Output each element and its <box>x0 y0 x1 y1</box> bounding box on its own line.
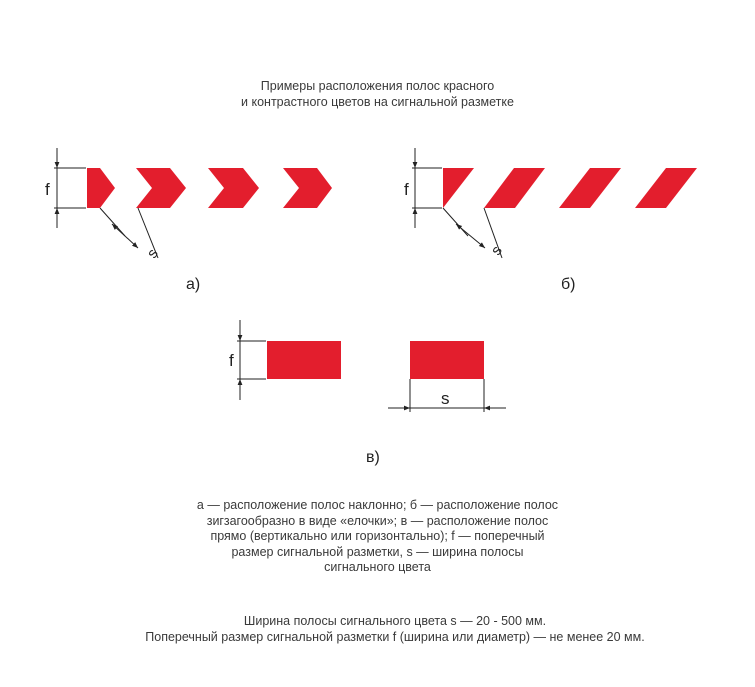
panel-a-s-label: s <box>143 245 162 262</box>
requirements-notes <box>0 613 755 645</box>
caption-line-2: зигзагообразно в виде «елочки»; в — расположение полос <box>206 513 549 528</box>
panel-b-f-label: f <box>404 180 409 199</box>
panel-v-f-label: f <box>229 351 234 370</box>
chevron-3 <box>208 168 259 208</box>
title-line-2: и контрастного цветов на сигнальной разметке <box>241 95 514 109</box>
panel-b-s-label: s <box>487 242 506 259</box>
diagonal-3 <box>559 168 621 208</box>
panel-a-chevrons <box>87 168 332 208</box>
panel-v-s-label: s <box>441 389 450 408</box>
rectangle-1 <box>267 341 341 379</box>
panel-b-label: б) <box>561 276 576 293</box>
panel-a-label: а) <box>186 276 201 293</box>
panel-b-f-dimension <box>412 148 442 228</box>
note-line-1: Ширина полосы сигнального цвета s — 20 - 500 мм. <box>243 614 547 628</box>
panel-v-label: в) <box>366 449 380 466</box>
caption-line-5: сигнального цвета <box>324 560 431 574</box>
diagonal-4 <box>635 168 697 208</box>
panel-a-f-dimension <box>54 148 86 228</box>
chevron-1 <box>87 168 115 208</box>
caption-line-1: а — расположение полос наклонно; б — расположение полос <box>196 498 559 512</box>
chevron-2 <box>136 168 186 208</box>
diagonal-2 <box>484 168 545 208</box>
title-line-1: Примеры расположения полос красного <box>260 79 495 93</box>
figure-caption <box>0 498 755 576</box>
panel-b-stripes <box>443 168 697 208</box>
panel-v-f-dimension <box>237 320 266 400</box>
caption-line-3: прямо (вертикально или горизонтально); f — поперечный <box>210 529 545 543</box>
note-line-2: Поперечный размер сигнальной разметки f (ширина или диаметр) — не менее 20 мм. <box>145 630 645 644</box>
rectangle-2 <box>410 341 484 379</box>
diagonal-1 <box>443 168 474 208</box>
caption-line-4: размер сигнальной разметки, s — ширина полосы <box>231 544 524 559</box>
panel-a-f-label: f <box>45 180 50 199</box>
chevron-4 <box>283 168 332 208</box>
